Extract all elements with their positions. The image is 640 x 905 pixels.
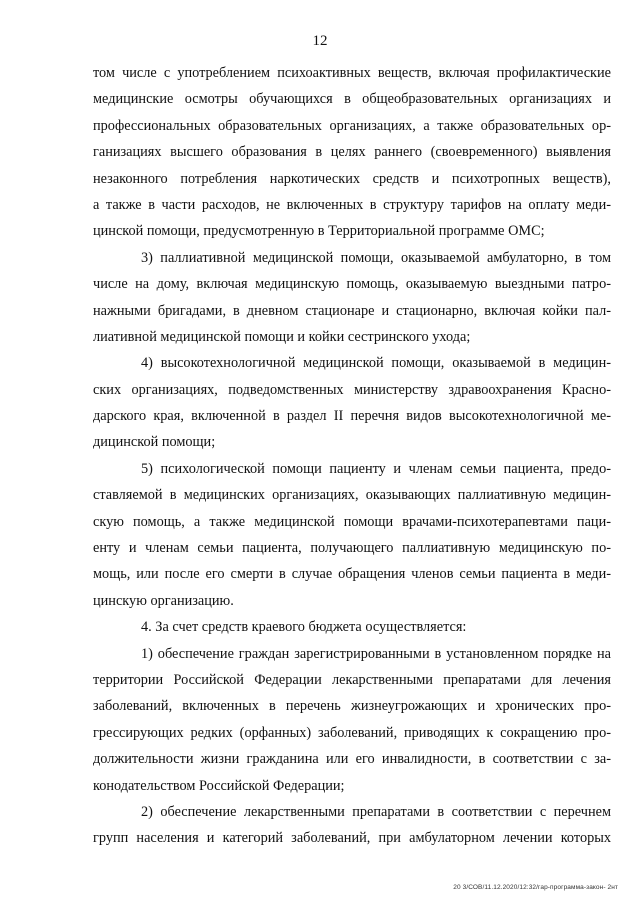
footer-document-code: 20 3/СОВ/11.12.2020/12:32/гар-программа-закон- 2нт (453, 884, 618, 891)
text-line: числе на дому, включая медицинскую помощь, оказываемую выездными патро- (93, 276, 611, 293)
text-line: заболеваний, включенных в перечень жизнеугрожающих и хронических про- (93, 698, 611, 715)
text-line: ставляемой в медицинских организациях, оказывающих паллиативную медицин- (93, 487, 611, 504)
text-line: нажными бригадами, в дневном стационаре и стационарно, включая койки пал- (93, 302, 611, 319)
text-line: медицинские осмотры обучающихся в общеобразовательных организациях и (93, 91, 611, 108)
paragraph-item-1 (93, 641, 611, 799)
page-number: 12 (312, 33, 328, 49)
text-line: грессирующих редких (орфанных) заболеваний, приводящих к сокращению про- (93, 724, 611, 741)
text-line: а также в части расходов, не включенных в структуру тарифов на оплату меди- (93, 196, 611, 213)
text-line: ских организациях, подведомственных министерству здравоохранения Красно- (93, 381, 611, 398)
paragraph-item-4 (93, 350, 611, 456)
text-line: том числе с употреблением психоактивных веществ, включая профилактические (93, 65, 611, 81)
paragraph-item-5 (93, 456, 611, 614)
paragraph-item-2 (93, 799, 611, 852)
text-line: енту и членам семьи пациента, получающего паллиативную медицинскую по- (93, 540, 611, 557)
paragraph-item-3 (93, 245, 611, 351)
text-line: незаконного потребления наркотических средств и психотропных веществ), (93, 170, 611, 187)
text-line: дицинской помощи; (93, 434, 216, 451)
text-line: 5) психологической помощи пациенту и членам семьи пациента, предо- (141, 460, 611, 477)
paragraph-continuation (93, 60, 611, 245)
text-line: 4) высокотехнологичной медицинской помощи, оказываемой в медицин- (141, 355, 611, 372)
text-line: ганизациях высшего образования в целях раннего (своевременного) выявления (93, 144, 611, 161)
text-line: профессиональных образовательных организациях, а также образовательных ор- (93, 117, 611, 134)
text-line: территории Российской Федерации лекарственными препаратами для лечения (93, 671, 611, 688)
text-line: дарского края, включенной в раздел II перечня видов высокотехнологичной ме- (93, 408, 611, 425)
paragraph-section-4 (93, 614, 611, 640)
text-line: цинскую организацию. (93, 592, 234, 609)
text-line: 3) паллиативной медицинской помощи, оказываемой амбулаторно, в том (141, 249, 611, 266)
text-line: мощь, или после его смерти в случае обращения членов семьи пациента в меди- (93, 566, 611, 583)
text-line: лиативной медицинской помощи и койки сестринского ухода; (93, 328, 471, 345)
text-line: должительности жизни гражданина или его инвалидности, в соответствии с за- (93, 751, 611, 768)
document-body (93, 60, 611, 852)
text-line: скую помощь, а также медицинской помощи врачами-психотерапевтами паци- (93, 513, 611, 530)
text-line: конодательством Российской Федерации; (93, 777, 345, 794)
text-line: 4. За счет средств краевого бюджета осуществляется: (141, 619, 467, 636)
text-line: цинской помощи, предусмотренную в Территориальной программе ОМС; (93, 223, 545, 240)
text-line: групп населения и категорий заболеваний, при амбулаторном лечении которых (93, 830, 611, 847)
text-line: 2) обеспечение лекарственными препаратами в соответствии с перечнем (141, 803, 611, 820)
text-line: 1) обеспечение граждан зарегистрированными в установленном порядке на (141, 645, 611, 662)
